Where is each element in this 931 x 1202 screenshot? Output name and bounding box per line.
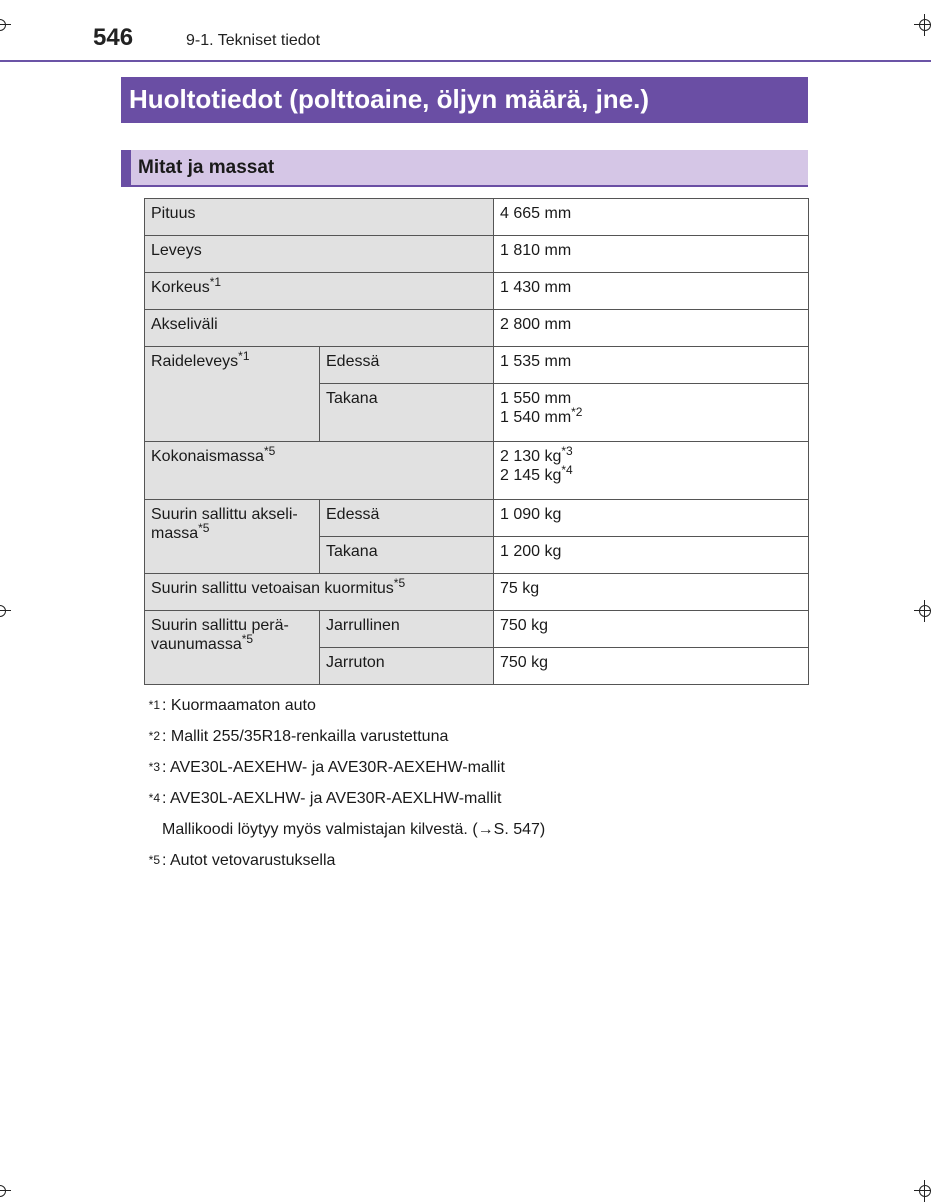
table-row — [145, 574, 809, 611]
row-value: 1 810 mm — [494, 236, 809, 273]
footnote-mark: *4 — [148, 791, 160, 805]
dimensions-table — [144, 198, 809, 685]
footnote-mark: *1 — [148, 698, 160, 712]
sub-label: Jarrullinen — [320, 611, 494, 648]
footnote-mark: *5 — [148, 853, 160, 867]
sub-label: Edessä — [320, 347, 494, 384]
footnote-text: : Autot vetovarustuksella — [162, 852, 336, 869]
page-number: 546 — [93, 24, 134, 51]
footnote-mark: *5 — [241, 632, 254, 646]
value-line: 1 540 $mm^{*2}$ — [500, 405, 583, 426]
footnote — [128, 845, 728, 876]
row-value: 750 kg — [494, 648, 809, 685]
footnote — [128, 814, 728, 845]
footnote-mark: *4 — [561, 463, 573, 477]
footnote-mark: *2 — [148, 729, 160, 743]
sub-label: Takana — [320, 537, 494, 574]
footnote — [128, 783, 728, 814]
footnote-text: : AVE30L-AEXLHW- ja AVE30R-AEXLHW-mallit — [162, 790, 502, 807]
row-value: 1 535 mm — [494, 347, 809, 384]
row-value: 1 090 kg — [494, 500, 809, 537]
row-label: Akseliväli — [145, 310, 494, 347]
footnote-mark: *5 — [198, 521, 210, 535]
table-row — [145, 273, 809, 310]
table-row — [145, 611, 809, 648]
footnote-mark: *3 — [561, 444, 573, 458]
footnote-text: : Kuormaamaton auto — [162, 697, 316, 714]
row-value — [494, 442, 809, 500]
sub-label: Jarruton — [320, 648, 494, 685]
table-row — [145, 199, 809, 236]
footnote-text: : Mallit 255/35R18-renkailla varustettuna — [162, 728, 449, 745]
page-title: Huoltotiedot (polttoaine, öljyn määrä, jne.) — [121, 77, 808, 123]
value-line: 2 130 $kg^{*3}$ — [500, 444, 573, 465]
row-value — [494, 384, 809, 442]
footnote-mark: *3 — [148, 760, 160, 774]
sub-label: Edessä — [320, 500, 494, 537]
row-label: Raideleveys$^{*1}$ — [145, 347, 320, 442]
header-divider — [0, 60, 931, 62]
row-label: Kokonaismassa$^{*5}$ — [145, 442, 494, 500]
footnote-mark: *5 — [393, 576, 406, 590]
footnote-mark: *1 — [238, 349, 250, 363]
footnote — [128, 690, 728, 721]
table-row — [145, 442, 809, 500]
footnote-mark: *2 — [571, 405, 583, 419]
row-label: Suurin sallittu vetoaisan kuormitus$^{*5}$ — [145, 574, 494, 611]
footnote — [128, 721, 728, 752]
crop-mark-mid-right-icon — [914, 600, 931, 622]
footnote-text: : AVE30L-AEXEHW- ja AVE30R-AEXEHW-mallit — [162, 759, 505, 776]
row-value: 1 200 kg — [494, 537, 809, 574]
crop-mark-top-left-icon — [0, 14, 11, 36]
section-subtitle: Mitat ja massat — [121, 150, 808, 187]
footnote — [128, 752, 728, 783]
section-breadcrumb: 9-1. Tekniset tiedot — [186, 32, 321, 49]
row-value: 2 800 mm — [494, 310, 809, 347]
crop-mark-bottom-left-icon — [0, 1180, 11, 1202]
table-row — [145, 310, 809, 347]
crop-mark-bottom-right-icon — [914, 1180, 931, 1202]
value-line: 2 145 $kg^{*4}$ — [500, 463, 573, 484]
table-row — [145, 500, 809, 537]
row-label: Korkeus$^{*1}$ — [145, 273, 494, 310]
row-value: 750 kg — [494, 611, 809, 648]
row-label: Suurin sallittu perä- vaunumassa$^{*5}$ — [145, 611, 320, 685]
footnotes — [128, 690, 728, 876]
row-value: 4 665 mm — [494, 199, 809, 236]
table-row — [145, 347, 809, 384]
footnote-mark: *5 — [263, 444, 276, 458]
value-line: 1 550 mm — [500, 390, 572, 407]
row-value: 1 430 mm — [494, 273, 809, 310]
sub-label: Takana — [320, 384, 494, 442]
footnote-mark: *1 — [209, 275, 222, 289]
table-row — [145, 236, 809, 273]
crop-mark-top-right-icon — [914, 14, 931, 36]
row-label: Suurin sallittu akseli- massa$^{*5}$ — [145, 500, 320, 574]
row-label: Leveys — [145, 236, 494, 273]
footnote-text: Mallikoodi löytyy myös valmistajan kilvestä. (→S. 547) — [162, 821, 546, 838]
row-value: 75 kg — [494, 574, 809, 611]
crop-mark-mid-left-icon — [0, 600, 11, 622]
row-label: Pituus — [145, 199, 494, 236]
